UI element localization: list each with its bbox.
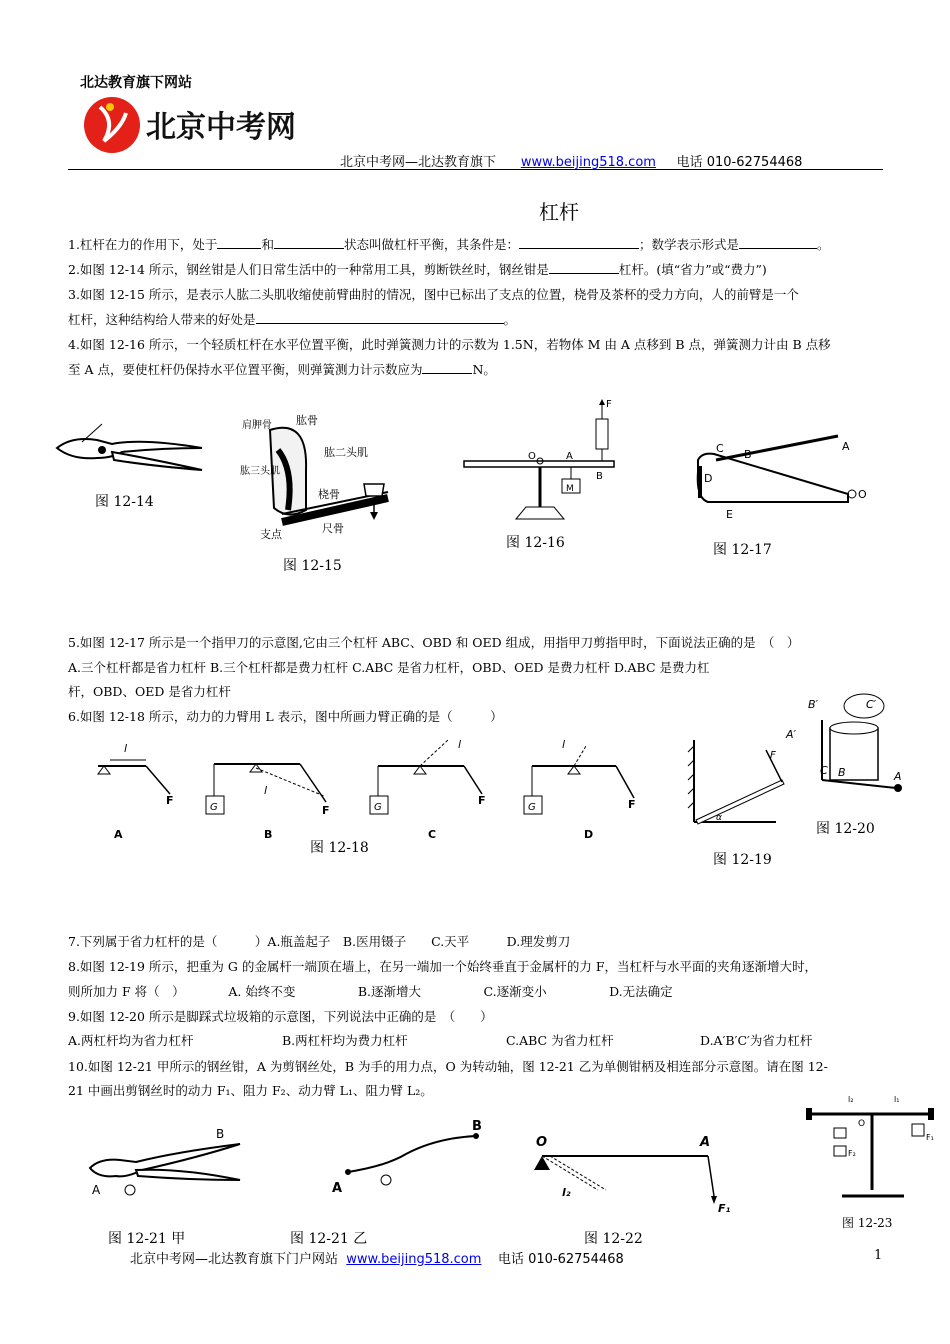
svg-text:A: A [842,440,850,453]
svg-text:A: A [332,1181,343,1196]
footer-text: 北京中考网—北达教育旗下门户网站 [130,1252,339,1267]
svg-text:B: B [744,448,752,461]
logo-text: 北京中考网 [146,110,294,145]
svg-text:F: F [628,798,636,811]
caption-12-19: 图 12-19 [713,852,772,868]
svg-text:F₁: F₁ [718,1202,731,1215]
question-8a: 8.如图 12-19 所示，把重为 G 的金属杆一端顶在墙上，在另一端加一个始终垂直于金属杆的力 F，当杠杆与水平面的夹角逐渐增大时， [68,959,817,974]
svg-text:F: F [166,794,174,807]
question-8b: 则所加力 F 将（ ） A. 始终不变 B.逐渐增大 C.逐渐变小 D.无法确定 [68,984,673,999]
svg-text:F: F [770,750,776,761]
svg-text:l: l [124,742,128,755]
figure-12-14-pliers [52,418,212,478]
caption-12-21a: 图 12-21 甲 [108,1231,186,1247]
caption-12-21b: 图 12-21 乙 [290,1231,368,1247]
figure-12-18-options [90,732,650,844]
caption-12-14: 图 12-14 [95,494,154,510]
svg-text:F: F [322,804,330,817]
svg-text:E: E [726,508,733,521]
caption-12-15: 图 12-15 [283,558,342,574]
svg-text:l: l [562,738,566,751]
label-shoulder: 肩胛骨 [242,420,272,431]
svg-text:l: l [458,738,462,751]
label-biceps: 肱二头肌 [324,446,368,459]
figure-12-22-lever [528,1126,738,1216]
svg-text:D: D [704,472,713,485]
page-number: 1 [874,1248,883,1263]
figure-12-15-arm [238,410,398,540]
option-label-c: C [428,828,437,841]
figure-12-21b-handle [326,1118,496,1198]
svg-text:l₂: l₂ [562,1186,571,1199]
caption-12-20: 图 12-20 [816,821,875,837]
footer-url-link[interactable]: www.beijing518.com [346,1252,482,1267]
question-4a: 4.如图 12-16 所示，一个轻质杠杆在水平位置平衡，此时弹簧测力计的示数为 1.5N，若物体 M 由 A 点移到 B 点，弹簧测力计由 B 点移 [68,337,831,352]
question-5-options-cont: 杆，OBD、OED 是省力杠杆 [68,684,231,699]
option-label-b: B [264,828,273,841]
footer [130,1248,624,1267]
svg-text:B: B [216,1127,225,1141]
question-5: 5.如图 12-17 所示是一个指甲刀的示意图,它由三个杠杆 ABC、OBD 和 OED 组成，用指甲刀剪指甲时，下面说法正确的是 （ ） [68,635,800,650]
brand-tagline: 北达教育旗下网站 [80,75,192,91]
question-10a: 10.如图 12-21 甲所示的钢丝钳，A 为剪钢丝处，B 为手的用力点，O 为转动轴，图 12-21 乙为单侧钳柄及相连部分示意图。请在图 12- [68,1059,828,1074]
svg-text:B: B [472,1119,482,1134]
question-1: 1.杠杆在力的作用下，处于 和 状态叫做杠杆平衡，其条件是： ；数学表示形式是 。 [68,237,830,252]
svg-text:A′: A′ [786,728,797,741]
question-10b: 21 中画出剪钢丝时的动力 F₁、阻力 F₂、动力臂 L₁、阻力臂 L₂。 [68,1083,433,1098]
svg-text:C′: C′ [866,698,877,711]
header-rule [68,169,883,170]
caption-12-17: 图 12-17 [713,542,772,558]
svg-text:l: l [264,784,268,797]
question-9: 9.如图 12-20 所示是脚踩式垃圾箱的示意图，下列说法中正确的是 （ ） [68,1009,493,1024]
question-4b: 至 A 点，要使杠杆仍保持水平位置平衡，则弹簧测力计示数应为 N。 [68,362,496,377]
caption-12-16: 图 12-16 [506,535,565,551]
question-2: 2.如图 12-14 所示，钢丝钳是人们日常生活中的一种常用工具，剪断铁丝时，钢丝钳是 杠杆。(填“省力”或“费力”) [68,262,767,277]
question-3b: 杠杆，这种结构给人带来的好处是 。 [68,312,517,327]
svg-text:F₁: F₁ [926,1133,934,1142]
svg-text:O: O [528,451,536,462]
svg-text:M: M [566,484,574,494]
question-7: 7.下列属于省力杠杆的是（ ）A.瓶盖起子 B.医用镊子 C.天平 D.理发剪刀 [68,934,571,949]
svg-text:G: G [210,802,218,813]
svg-text:B: B [596,471,603,482]
svg-text:O: O [536,1135,548,1150]
question-3a: 3.如图 12-15 所示，是表示人肱二头肌收缩使前臂曲肘的情况，图中已标出了支点的位置，桡骨及茶杯的受力方向，人的前臂是一个 [68,287,799,302]
question-5-options: A.三个杠杆都是省力杠杆 B.三个杠杆都是费力杠杆 C.ABC 是省力杠杆，OBD、OED 是费力杠杆 D.ABC 是费力杠 [68,660,710,675]
svg-text:F: F [606,399,612,410]
page-title: 杠杆 [539,200,579,224]
svg-text:A: A [566,451,573,462]
header-info [340,151,802,170]
site-logo [82,93,294,155]
label-triceps: 肱三头肌 [240,466,280,477]
label-humerus: 肱骨 [296,414,318,427]
svg-text:A: A [92,1183,101,1197]
question-6: 6.如图 12-18 所示，动力的力臂用 L 表示，图中所画力臂正确的是（ ） [68,709,503,724]
svg-text:α: α [716,813,722,823]
svg-text:A: A [894,770,902,783]
caption-12-23: 图 12-23 [842,1216,893,1230]
svg-text:l₂: l₂ [848,1095,854,1104]
svg-text:C: C [820,764,828,777]
header-site: 北京中考网—北达教育旗下 [340,155,497,170]
header-url-link[interactable]: www.beijing518.com [520,155,656,170]
svg-text:B′: B′ [808,698,819,711]
option-label-d: D [584,828,594,841]
svg-text:F: F [478,794,486,807]
svg-text:C: C [716,442,724,455]
figure-12-21a-pliers [86,1124,246,1200]
option-label-a: A [114,828,123,841]
svg-text:B: B [838,766,846,779]
figure-12-17-clipper [688,432,878,522]
svg-text:A: A [700,1135,711,1150]
label-ulna: 尺骨 [322,522,344,535]
svg-text:G: G [528,802,536,813]
figure-12-23-balance [800,1094,944,1204]
svg-text:O: O [858,488,867,501]
caption-12-18: 图 12-18 [310,840,369,856]
svg-text:F₂: F₂ [848,1149,856,1158]
figure-12-20-trashcan [780,690,910,798]
figure-12-16-lever [456,395,626,525]
label-pivot: 支点 [260,528,282,540]
label-radius: 桡骨 [318,488,340,501]
footer-phone: 电话 010-62754468 [497,1252,624,1267]
svg-text:G: G [374,802,382,813]
svg-text:l₁: l₁ [894,1095,900,1104]
header-phone: 电话 010-62754468 [676,155,803,170]
svg-text:O: O [858,1119,866,1129]
caption-12-22: 图 12-22 [584,1231,643,1247]
